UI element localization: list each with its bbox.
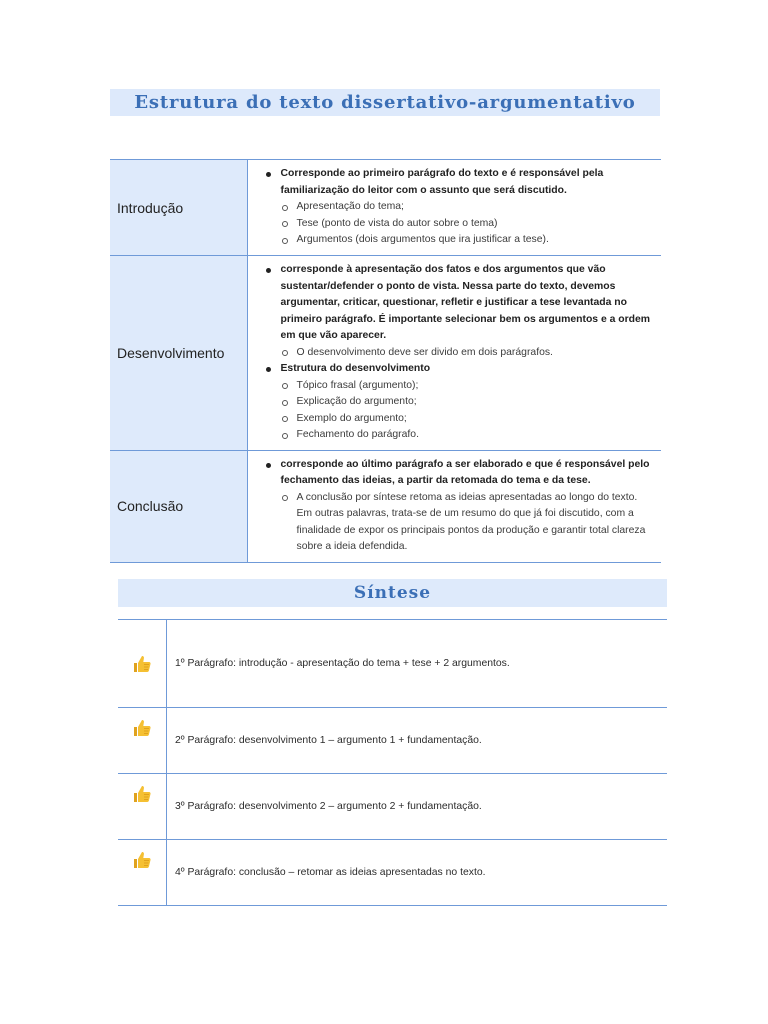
sub-list-item: Apresentação do tema; [281,199,654,216]
title-band [110,89,660,116]
table-row [118,708,667,774]
sub-list-item: Exemplo do argumento; [281,411,654,428]
synthesis-title: Síntese [353,583,432,603]
section-content [247,256,661,451]
section-label: Introdução [110,160,247,256]
thumbs-up-icon [132,784,152,809]
structure-table [110,159,661,563]
section-content [247,450,661,562]
page-title: Estrutura do texto dissertativo-argumentativo [134,92,636,113]
synthesis-text: 1º Parágrafo: introdução - apresentação do tema + tese + 2 argumentos. [167,620,668,708]
table-row [118,840,667,906]
table-row-desenvolvimento [110,256,661,451]
thumbs-up-icon [132,718,152,743]
synthesis-text: 4º Parágrafo: conclusão – retomar as ideias apresentadas no texto. [167,840,668,906]
section-content [247,160,661,256]
table-row-introducao [110,160,661,256]
synthesis-text: 2º Parágrafo: desenvolvimento 1 – argumento 1 + fundamentação. [167,708,668,774]
sub-list-item: Fechamento do parágrafo. [281,427,654,444]
synthesis-table [118,619,667,906]
sub-list-item: Argumentos (dois argumentos que ira justificar a tese). [281,232,654,249]
sub-list-item: Explicação do argumento; [281,394,654,411]
sub-list-item: Tese (ponto de vista do autor sobre o tema) [281,216,654,233]
list-item: Corresponde ao primeiro parágrafo do texto e é responsável pela familiarização do leitor com o assunto que será discutido. Apresentação do tema; Tese (ponto de vista do autor sobre o tema) Argumentos (dois argumentos que ira justificar a tese). [262,166,654,249]
thumbs-up-icon [132,654,152,679]
list-item: corresponde à apresentação dos fatos e dos argumentos que vão sustentar/defender o ponto de vista. Nessa parte do texto, devemos argumentar, criticar, questionar, refletir e justificar a tese levantada no primeiro parágrafo. É importante selecionar bem os argumentos e a ordem em que vão aparecer. O desenvolvimento deve ser divido em dois parágrafos. [262,262,654,361]
thumbs-up-icon [132,850,152,875]
list-item: Estrutura do desenvolvimento Tópico frasal (argumento); Explicação do argumento; Exemplo do argumento; Fechamento do parágrafo. [262,361,654,444]
synthesis-band [118,579,667,607]
table-row-conclusao [110,450,661,562]
table-row [118,774,667,840]
list-item: corresponde ao último parágrafo a ser elaborado e que é responsável pelo fechamento das ideias, a partir da retomada do tema e da tese. A conclusão por síntese retoma as ideias apresentadas ao longo do texto. Em outras palavras, trata-se de um resumo do que já foi discutido, com a finalidade de expor os principais pontos da produção e garantir total clareza sobre a ideia defendida. [262,457,654,556]
section-label: Desenvolvimento [110,256,247,451]
sub-list-item: Tópico frasal (argumento); [281,378,654,395]
sub-list-item: A conclusão por síntese retoma as ideias apresentadas ao longo do texto. Em outras palavras, trata-se de um resumo do que já foi discutido, com a finalidade de expor os principais pontos da produção e garantir total clareza sobre a ideia defendida. [281,490,654,556]
table-row [118,620,667,708]
section-label: Conclusão [110,450,247,562]
sub-list-item: O desenvolvimento deve ser divido em dois parágrafos. [281,345,654,362]
synthesis-text: 3º Parágrafo: desenvolvimento 2 – argumento 2 + fundamentação. [167,774,668,840]
